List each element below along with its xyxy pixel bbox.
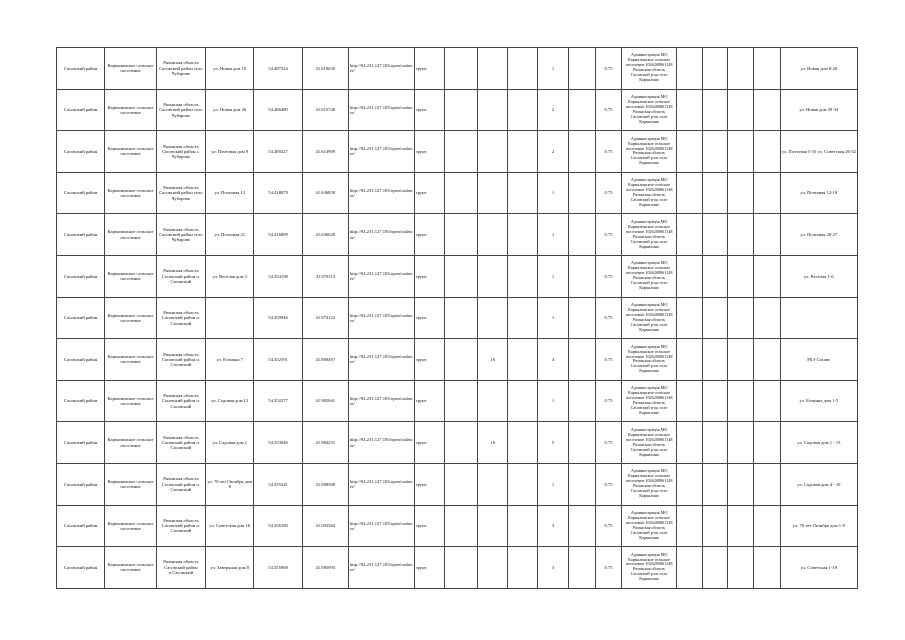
cell-count: 1 [538,48,569,90]
cell-district: Сасовский район [57,255,105,297]
cell-empty [753,422,780,464]
cell-empty [753,48,780,90]
cell-empty [728,463,754,505]
cell-empty [728,48,754,90]
cell-street: ул. Садовая дом 1 [206,422,254,464]
cell-region: Рязанская область Сасовский район п. Сасовский [156,505,205,547]
cell-surface: грунт [414,380,444,422]
cell-empty [702,380,728,422]
cell-count: 5 [538,422,569,464]
cell-empty [508,89,538,131]
cell-empty [728,547,754,589]
cell-empty [676,131,702,173]
cell-area [478,172,508,214]
cell-count: 1 [538,380,569,422]
cell-region: Рязанская область Сасовский район п. Сасовский [156,297,205,339]
cell-empty [702,505,728,547]
cell-surface: грунт [414,48,444,90]
cell-district: Сасовский район [57,505,105,547]
cell-settlement: Кармалинское сельское поселение [105,505,156,547]
cell-sources: ул. Новая дом 8-20 [780,48,857,90]
cell-district: Сасовский район [57,547,105,589]
cell-empty [568,48,595,90]
cell-empty [753,505,780,547]
cell-lat: 54.354198 [254,255,302,297]
cell-count: 4 [538,339,569,381]
cell-owner: Администрация МО Кармалинское сельское поселение 1026200861148 Рязанская область Сасовский р-он село Кармалино [622,297,676,339]
cell-area [478,463,508,505]
cell-link: http://94.231.127.105/open/cadastre/ [348,89,414,131]
cell-empty [444,172,478,214]
cell-empty [753,297,780,339]
cell-link: http://94.231.127.105/open/cadastre/ [348,422,414,464]
cell-surface: грунт [414,547,444,589]
cell-empty [702,48,728,90]
cell-empty [676,422,702,464]
cell-empty [508,48,538,90]
cell-volume: 0.75 [595,380,622,422]
cell-district: Сасовский район [57,172,105,214]
cell-sources: ул. Новая дом 29-34 [780,89,857,131]
cell-empty [753,547,780,589]
cell-sources: ул. 70 лет Октября дом 1-9 [780,505,857,547]
cell-settlement: Кармалинское сельское поселение [105,89,156,131]
cell-link: http://94.231.127.105/open/cadastre/ [348,48,414,90]
cell-link: http://94.231.127.105/open/cadastre/ [348,339,414,381]
cell-owner: Администрация МО Кармалинское сельское поселение 1026200861148 Рязанская область Сасовский р-он село Кармалино [622,172,676,214]
cell-lat: 54.359946 [254,297,302,339]
cell-lon: 41.974122 [302,297,348,339]
table-row [57,422,858,464]
cell-empty [702,422,728,464]
cell-volume: 0.75 [595,48,622,90]
cell-owner: Администрация МО Кармалинское сельское поселение 1026200861148 Рязанская область Сасовский р-он село Кармалино [622,380,676,422]
cell-empty [568,463,595,505]
cell-surface: грунт [414,89,444,131]
cell-count: 1 [538,214,569,256]
cell-link: http://94.231.127.105/open/cadastre/ [348,547,414,589]
cell-surface: грунт [414,131,444,173]
cell-district: Сасовский район [57,48,105,90]
table-row [57,131,858,173]
cell-empty [753,131,780,173]
cell-sources: ул. Садовая дом 1 - 13 [780,422,857,464]
cell-empty [568,255,595,297]
cell-area [478,505,508,547]
cell-street: ул. Садовая дом 12 [206,380,254,422]
cell-empty [702,255,728,297]
cell-empty [702,547,728,589]
cell-count: 1 [538,255,569,297]
cell-count: 1 [538,463,569,505]
cell-lon: 41.880497 [302,339,348,381]
cell-empty [676,214,702,256]
cell-district: Сасовский район [57,339,105,381]
cell-empty [444,89,478,131]
cell-empty [444,422,478,464]
cell-volume: 0.75 [595,547,622,589]
cell-region: Рязанская область Сасовский район село Чубарово [156,89,205,131]
cell-volume: 0.75 [595,214,622,256]
cell-area: 16 [478,339,508,381]
cell-owner: Администрация МО Кармалинское сельское поселение 1026200861148 Рязанская область Сасовский р-он село Кармалино [622,255,676,297]
cell-lon: 41.615740 [302,89,348,131]
cell-lat: 54.355968 [254,547,302,589]
cell-lat: 54.486480 [254,89,302,131]
cell-count: 3 [538,505,569,547]
cell-lat: 54.489227 [254,131,302,173]
table-row [57,297,858,339]
cell-region: Рязанская область Сасовский район п. Сасовский [156,380,205,422]
cell-link: http://94.231.127.105/open/cadastre/ [348,505,414,547]
cell-area [478,297,508,339]
cell-link: http://94.231.127.105/open/cadastre/ [348,172,414,214]
cell-settlement: Кармалинское сельское поселение [105,422,156,464]
cell-area [478,89,508,131]
cell-empty [702,339,728,381]
cell-owner: Администрация МО Кармалинское сельское поселение 1026200861148 Рязанская область Сасовский р-он село Кармалино [622,505,676,547]
cell-sources [780,297,857,339]
cell-volume: 0.75 [595,339,622,381]
cell-empty [753,380,780,422]
cell-volume: 0.75 [595,172,622,214]
cell-empty [444,48,478,90]
cell-region: Рязанская область Сасовский район с. Чубарово [156,131,205,173]
cell-surface: грунт [414,255,444,297]
table-row [57,380,858,422]
cell-district: Сасовский район [57,89,105,131]
cell-empty [753,89,780,131]
cell-empty [702,131,728,173]
cell-owner: Администрация МО Кармалинское сельское поселение 1026200861148 Рязанская область Сасовский р-он село Кармалино [622,339,676,381]
cell-link: http://94.231.127.105/open/cadastre/ [348,380,414,422]
cell-empty [728,339,754,381]
cell-empty [444,297,478,339]
cell-lat: 54.356180 [254,505,302,547]
cell-region: Рязанская область Сасовский район п.Сасовский [156,547,205,589]
cell-street: ул. Есенина 7 [206,339,254,381]
cell-empty [728,380,754,422]
cell-owner: Администрация МО Кармалинское сельское поселение 1026200861148 Рязанская область Сасовский р-он село Кармалино [622,422,676,464]
cell-settlement: Кармалинское сельское поселение [105,547,156,589]
cell-district: Сасовский район [57,297,105,339]
cell-count: 2 [538,131,569,173]
cell-settlement: Кармалинское сельское поселение [105,339,156,381]
cell-empty [753,463,780,505]
cell-empty [568,422,595,464]
cell-settlement: Кармалинское сельское поселение [105,214,156,256]
cell-empty [568,297,595,339]
cell-empty [676,48,702,90]
cell-sources: РБЭ Сасово [780,339,857,381]
cell-street: ул. Советская дом 16 [206,505,254,547]
cell-count: 3 [538,547,569,589]
cell-empty [702,172,728,214]
cell-region: Рязанская область Сасовский район село Чубарово [156,214,205,256]
cell-empty [508,214,538,256]
cell-empty [676,255,702,297]
cell-area [478,48,508,90]
table-row [57,505,858,547]
table-row [57,48,858,90]
cell-lat: 54.352277 [254,380,302,422]
cell-lon: 41.636628 [302,214,348,256]
cell-settlement: Кармалинское сельское поселение [105,380,156,422]
cell-sources: ул. Почтовая 12-18 [780,172,857,214]
cell-district: Сасовский район [57,463,105,505]
cell-empty [508,463,538,505]
cell-empty [728,255,754,297]
cell-area [478,214,508,256]
cell-lon: 41.984251 [302,422,348,464]
cell-region: Рязанская область Сасовский район п. Сасовский [156,255,205,297]
cell-lon: 41.988568 [302,463,348,505]
cell-empty [508,131,538,173]
cell-empty [676,547,702,589]
cell-settlement: Кармалинское сельское поселение [105,172,156,214]
cell-empty [568,172,595,214]
cell-volume: 0.75 [595,131,622,173]
cell-empty [568,131,595,173]
cell-link: http://94.231.127.105/open/cadastre/ [348,214,414,256]
cell-empty [676,172,702,214]
cell-link: http://94.231.127.105/open/cadastre/ [348,297,414,339]
cell-empty [702,297,728,339]
cell-link: http://94.231.127.105/open/cadastre/ [348,463,414,505]
cell-empty [676,505,702,547]
cell-empty [444,339,478,381]
cell-area [478,380,508,422]
cell-settlement: Кармалинское сельское поселение [105,297,156,339]
registry-table [56,47,858,589]
cell-surface: грунт [414,505,444,547]
table-row [57,89,858,131]
cell-empty [702,214,728,256]
cell-street: ул. Заверхная дом 8 [206,547,254,589]
cell-surface: грунт [414,422,444,464]
cell-region: Рязанская область Сасовский район п. Сасовский [156,422,205,464]
cell-sources: ул. Почтовая 5-10 ул. Советская 26-32 [780,131,857,173]
cell-street: ул. Почтовая дом 9 [206,131,254,173]
cell-empty [508,547,538,589]
cell-owner: Администрация МО Кармалинское сельское поселение 1026200861148 Рязанская область Сасовский р-он село Кармалино [622,214,676,256]
cell-link: http://94.231.127.105/open/cadastre/ [348,131,414,173]
cell-lon: 41.979113 [302,255,348,297]
cell-empty [728,89,754,131]
cell-region: Рязанская область Сасовский район п. Сасовский [156,463,205,505]
cell-empty [568,214,595,256]
table-row [57,255,858,297]
table-row [57,172,858,214]
cell-empty [728,131,754,173]
cell-sources: ул. Советская 1-18 [780,547,857,589]
cell-volume: 0.75 [595,89,622,131]
cell-count: 2 [538,89,569,131]
cell-empty [753,339,780,381]
cell-area [478,131,508,173]
cell-sources: ул. Весёлая 1-6 [780,255,857,297]
cell-empty [753,172,780,214]
cell-surface: грунт [414,463,444,505]
cell-lon: 41.003564 [302,505,348,547]
cell-district: Сасовский район [57,214,105,256]
cell-area: 16 [478,422,508,464]
cell-lat: 54.487324 [254,48,302,90]
cell-lon: 41.614909 [302,131,348,173]
cell-surface: грунт [414,214,444,256]
cell-empty [508,255,538,297]
cell-empty [753,214,780,256]
cell-empty [508,380,538,422]
cell-empty [508,297,538,339]
cell-settlement: Кармалинское сельское поселение [105,131,156,173]
table-row [57,339,858,381]
cell-empty [568,89,595,131]
cell-empty [568,380,595,422]
cell-link: http://94.231.127.105/open/cadastre/ [348,255,414,297]
cell-empty [728,505,754,547]
cell-empty [728,297,754,339]
cell-empty [568,547,595,589]
cell-street: ул. Весёлая дом 3 [206,255,254,297]
table-row [57,547,858,589]
table-row [57,214,858,256]
cell-settlement: Кармалинское сельское поселение [105,255,156,297]
cell-empty [444,463,478,505]
cell-street: ул. Почтовая 12 [206,172,254,214]
table-row [57,463,858,505]
cell-empty [508,422,538,464]
cell-volume: 0.75 [595,255,622,297]
cell-street: ул. Новая дом 26 [206,89,254,131]
cell-empty [702,463,728,505]
cell-settlement: Кармалинское сельское поселение [105,48,156,90]
cell-district: Сасовский район [57,131,105,173]
cell-region: Рязанская область Сасовский район село Чубарово [156,48,205,90]
cell-empty [676,339,702,381]
cell-lat: 54.352591 [254,339,302,381]
cell-empty [444,255,478,297]
cell-count: 1 [538,172,569,214]
cell-lon: 41.618630 [302,48,348,90]
cell-empty [702,89,728,131]
cell-empty [508,172,538,214]
cell-empty [728,422,754,464]
cell-volume: 0.75 [595,297,622,339]
cell-region: Рязанская область Сасовский район п. Сасовский [156,339,205,381]
cell-empty [508,505,538,547]
cell-empty [508,339,538,381]
cell-street: ул. Новая дом 10 [206,48,254,90]
cell-sources: ул. Есенина дом 1-5 [780,380,857,422]
cell-street: ул. Почтовая 21 [206,214,254,256]
cell-volume: 0.75 [595,505,622,547]
cell-empty [444,505,478,547]
cell-empty [676,380,702,422]
cell-surface: грунт [414,172,444,214]
cell-street: ул. 70 лет Октября дом 8 [206,463,254,505]
cell-lat: 54.416009 [254,214,302,256]
cell-lon: 41.985993 [302,547,348,589]
cell-empty [444,547,478,589]
cell-volume: 0.75 [595,463,622,505]
cell-sources: ул. Почтовая 20-27 [780,214,857,256]
cell-count: 1 [538,297,569,339]
cell-district: Сасовский район [57,380,105,422]
cell-owner: Администрация МО Кармалинское сельское поселение 1026200861148 Рязанская область Сасовский р-он село Кармалино [622,89,676,131]
cell-lat: 54.418879 [254,172,302,214]
cell-area [478,255,508,297]
cell-lat: 54.353046 [254,422,302,464]
cell-owner: Администрация МО Кармалинское сельское поселение 1026200861148 Рязанская область Сасовский р-он село Кармалино [622,131,676,173]
cell-empty [444,131,478,173]
cell-empty [676,89,702,131]
cell-empty [728,214,754,256]
cell-empty [568,339,595,381]
cell-region: Рязанская область Сасовский район село Чубарово [156,172,205,214]
cell-owner: Администрация МО Кармалинское сельское поселение 1026200861148 Рязанская область Сасовский р-он село Кармалино [622,463,676,505]
cell-sources: ул. Садовая дом 4 - 10 [780,463,857,505]
cell-surface: грунт [414,339,444,381]
cell-owner: Администрация МО Кармалинское сельское поселение 1026200861148 Рязанская область Сасовский р-он село Кармалино [622,48,676,90]
cell-empty [444,214,478,256]
cell-empty [444,380,478,422]
cell-street [206,297,254,339]
cell-empty [568,505,595,547]
cell-empty [753,255,780,297]
cell-empty [676,463,702,505]
cell-empty [676,297,702,339]
cell-volume: 0.75 [595,422,622,464]
cell-empty [728,172,754,214]
cell-owner: Администрация МО Кармалинское сельское поселение 1026200861148 Рязанская область Сасовский р-он село Кармалино [622,547,676,589]
cell-settlement: Кармалинское сельское поселение [105,463,156,505]
cell-lon: 41.636858 [302,172,348,214]
cell-lon: 41.982041 [302,380,348,422]
cell-district: Сасовский район [57,422,105,464]
cell-lat: 54.355341 [254,463,302,505]
cell-area [478,547,508,589]
cell-surface: грунт [414,297,444,339]
